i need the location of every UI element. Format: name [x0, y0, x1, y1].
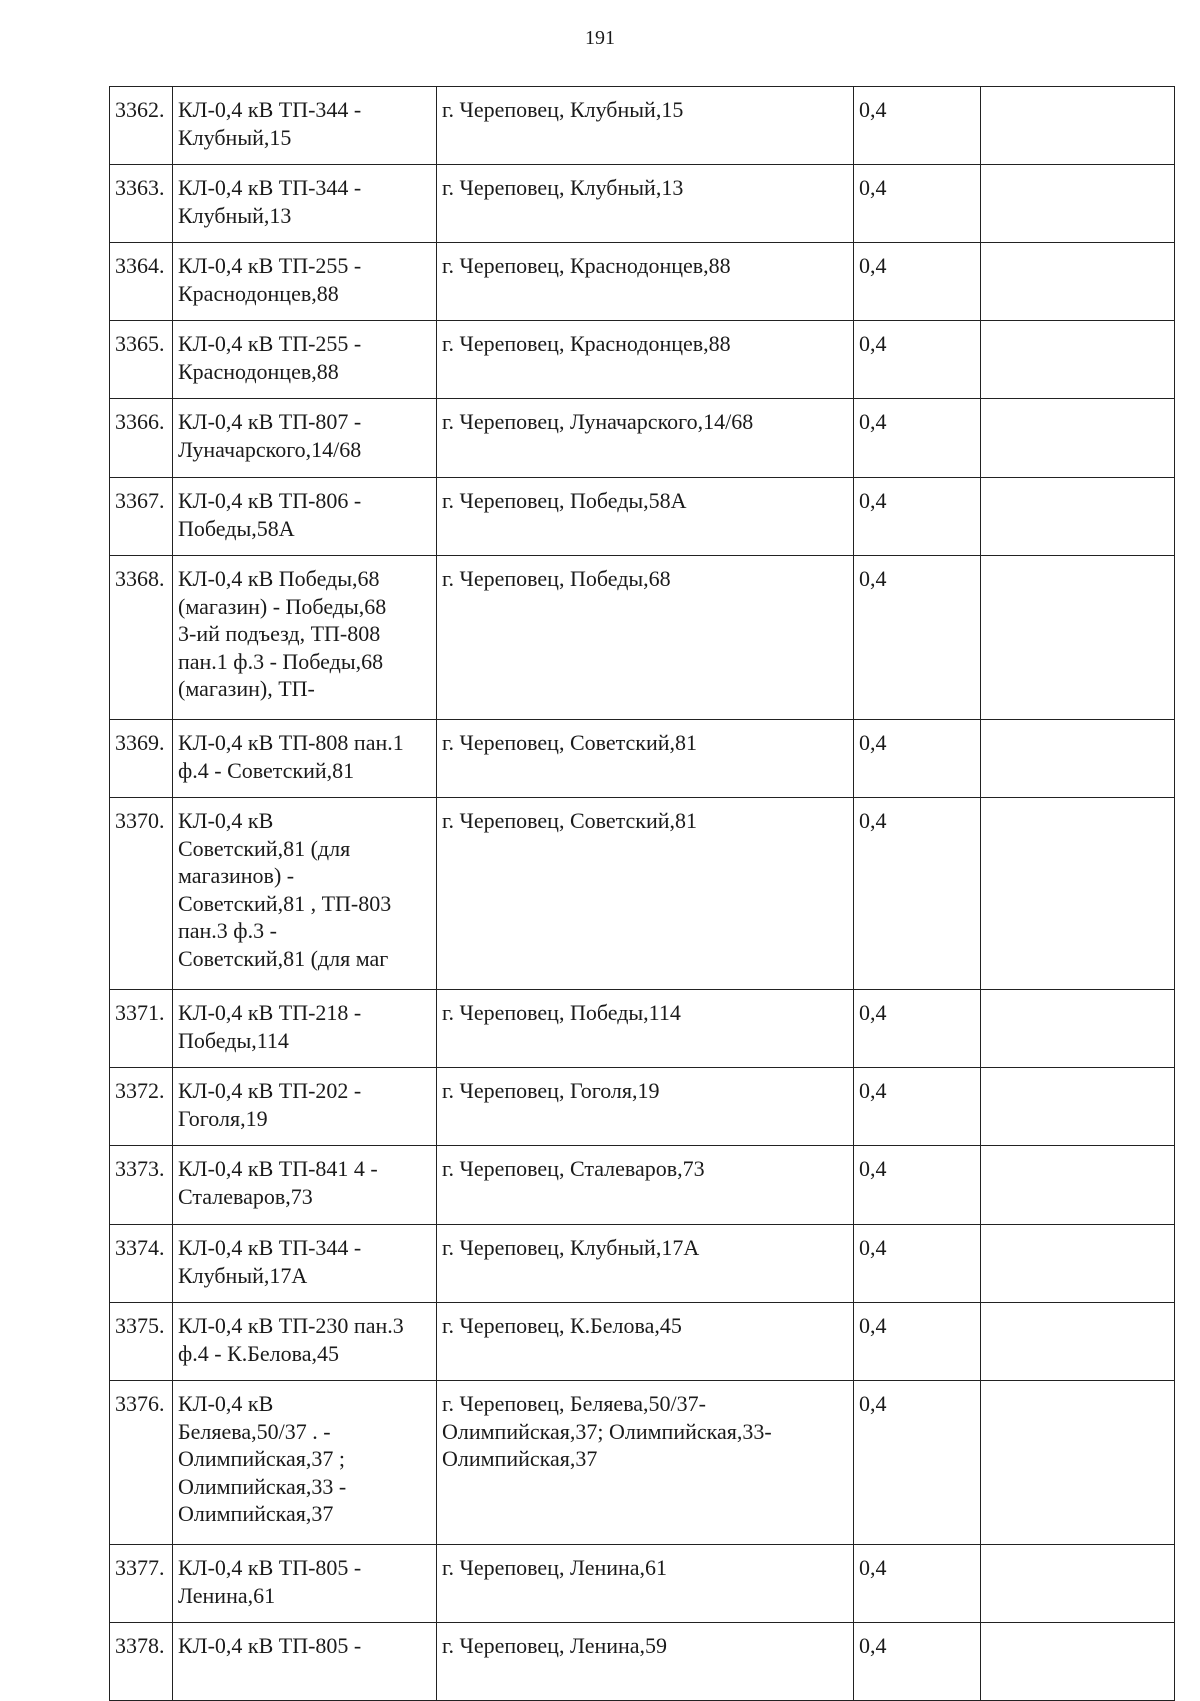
voltage-cell: 0,4 [854, 87, 981, 165]
table-row [110, 87, 1175, 165]
extra-cell [981, 243, 1175, 321]
table-row [110, 243, 1175, 321]
extra-cell [981, 478, 1175, 556]
line-name-cell: КЛ-0,4 кВ ТП-807 - Луначарского,14/68 [173, 399, 437, 478]
address-cell: г. Череповец, Краснодонцев,88 [437, 243, 854, 321]
table-row [110, 321, 1175, 399]
table-row [110, 1146, 1175, 1225]
address-cell: г. Череповец, Клубный,17А [437, 1225, 854, 1303]
table-row [110, 1381, 1175, 1545]
line-name-cell: КЛ-0,4 кВ ТП-202 - Гоголя,19 [173, 1068, 437, 1146]
address-cell: г. Череповец, Победы,114 [437, 990, 854, 1068]
address-cell: г. Череповец, Гоголя,19 [437, 1068, 854, 1146]
row-number-cell: 3378. [110, 1623, 173, 1701]
address-cell: г. Череповец, Советский,81 [437, 720, 854, 798]
row-number-cell: 3365. [110, 321, 173, 399]
voltage-cell: 0,4 [854, 478, 981, 556]
voltage-cell: 0,4 [854, 1146, 981, 1225]
address-cell: г. Череповец, Луначарского,14/68 [437, 399, 854, 478]
extra-cell [981, 1068, 1175, 1146]
table-row [110, 990, 1175, 1068]
row-number-cell: 3372. [110, 1068, 173, 1146]
line-name-cell: КЛ-0,4 кВ ТП-255 - Краснодонцев,88 [173, 243, 437, 321]
line-name-cell: КЛ-0,4 кВ ТП-344 - Клубный,17А [173, 1225, 437, 1303]
registry-table-body [110, 87, 1175, 1701]
address-cell: г. Череповец, Ленина,59 [437, 1623, 854, 1701]
table-row [110, 399, 1175, 478]
line-name-cell: КЛ-0,4 кВ ТП-218 - Победы,114 [173, 990, 437, 1068]
line-name-cell: КЛ-0,4 кВ ТП-808 пан.1 ф.4 - Советский,81 [173, 720, 437, 798]
row-number-cell: 3370. [110, 798, 173, 990]
address-cell: г. Череповец, Ленина,61 [437, 1545, 854, 1623]
row-number-cell: 3363. [110, 165, 173, 243]
extra-cell [981, 399, 1175, 478]
extra-cell [981, 165, 1175, 243]
line-name-cell: КЛ-0,4 кВ Беляева,50/37 . - Олимпийская,37 ; Олимпийская,33 - Олимпийская,37 [173, 1381, 437, 1545]
voltage-cell: 0,4 [854, 1545, 981, 1623]
address-cell: г. Череповец, Победы,58А [437, 478, 854, 556]
extra-cell [981, 1623, 1175, 1701]
table-row [110, 1225, 1175, 1303]
page-number: 191 [585, 27, 615, 49]
row-number-cell: 3373. [110, 1146, 173, 1225]
row-number-cell: 3366. [110, 399, 173, 478]
voltage-cell: 0,4 [854, 556, 981, 720]
voltage-cell: 0,4 [854, 1225, 981, 1303]
extra-cell [981, 990, 1175, 1068]
extra-cell [981, 1545, 1175, 1623]
row-number-cell: 3364. [110, 243, 173, 321]
address-cell: г. Череповец, Клубный,15 [437, 87, 854, 165]
line-name-cell: КЛ-0,4 кВ ТП-806 - Победы,58А [173, 478, 437, 556]
address-cell: г. Череповец, Краснодонцев,88 [437, 321, 854, 399]
extra-cell [981, 87, 1175, 165]
line-name-cell: КЛ-0,4 кВ ТП-255 - Краснодонцев,88 [173, 321, 437, 399]
table-row [110, 720, 1175, 798]
line-name-cell: КЛ-0,4 кВ ТП-841 4 - Сталеваров,73 [173, 1146, 437, 1225]
table-row [110, 798, 1175, 990]
row-number-cell: 3376. [110, 1381, 173, 1545]
row-number-cell: 3374. [110, 1225, 173, 1303]
row-number-cell: 3371. [110, 990, 173, 1068]
row-number-cell: 3362. [110, 87, 173, 165]
row-number-cell: 3377. [110, 1545, 173, 1623]
table-row [110, 165, 1175, 243]
voltage-cell: 0,4 [854, 1381, 981, 1545]
address-cell: г. Череповец, Советский,81 [437, 798, 854, 990]
line-name-cell: КЛ-0,4 кВ ТП-230 пан.3 ф.4 - К.Белова,45 [173, 1303, 437, 1381]
registry-table [109, 86, 1175, 1701]
voltage-cell: 0,4 [854, 399, 981, 478]
line-name-cell: КЛ-0,4 кВ ТП-344 - Клубный,15 [173, 87, 437, 165]
line-name-cell: КЛ-0,4 кВ Советский,81 (для магазинов) - Советский,81 , ТП-803 пан.3 ф.3 - Советский,81 (для маг [173, 798, 437, 990]
voltage-cell: 0,4 [854, 798, 981, 990]
row-number-cell: 3369. [110, 720, 173, 798]
voltage-cell: 0,4 [854, 1303, 981, 1381]
voltage-cell: 0,4 [854, 990, 981, 1068]
address-cell: г. Череповец, Клубный,13 [437, 165, 854, 243]
table-row [110, 1623, 1175, 1701]
address-cell: г. Череповец, Сталеваров,73 [437, 1146, 854, 1225]
row-number-cell: 3367. [110, 478, 173, 556]
table-row [110, 1545, 1175, 1623]
extra-cell [981, 1303, 1175, 1381]
row-number-cell: 3368. [110, 556, 173, 720]
extra-cell [981, 556, 1175, 720]
voltage-cell: 0,4 [854, 1623, 981, 1701]
line-name-cell: КЛ-0,4 кВ ТП-805 - Ленина,61 [173, 1545, 437, 1623]
address-cell: г. Череповец, К.Белова,45 [437, 1303, 854, 1381]
extra-cell [981, 798, 1175, 990]
voltage-cell: 0,4 [854, 720, 981, 798]
extra-cell [981, 720, 1175, 798]
table-row [110, 556, 1175, 720]
table-row [110, 1068, 1175, 1146]
table-row [110, 478, 1175, 556]
table-row [110, 1303, 1175, 1381]
extra-cell [981, 321, 1175, 399]
address-cell: г. Череповец, Победы,68 [437, 556, 854, 720]
voltage-cell: 0,4 [854, 1068, 981, 1146]
line-name-cell: КЛ-0,4 кВ ТП-344 - Клубный,13 [173, 165, 437, 243]
voltage-cell: 0,4 [854, 243, 981, 321]
extra-cell [981, 1381, 1175, 1545]
extra-cell [981, 1225, 1175, 1303]
line-name-cell: КЛ-0,4 кВ ТП-805 - [173, 1623, 437, 1701]
voltage-cell: 0,4 [854, 321, 981, 399]
address-cell: г. Череповец, Беляева,50/37- Олимпийская,37; Олимпийская,33- Олимпийская,37 [437, 1381, 854, 1545]
voltage-cell: 0,4 [854, 165, 981, 243]
row-number-cell: 3375. [110, 1303, 173, 1381]
extra-cell [981, 1146, 1175, 1225]
line-name-cell: КЛ-0,4 кВ Победы,68 (магазин) - Победы,68 3-ий подъезд, ТП-808 пан.1 ф.3 - Победы,68 (магазин), ТП- [173, 556, 437, 720]
